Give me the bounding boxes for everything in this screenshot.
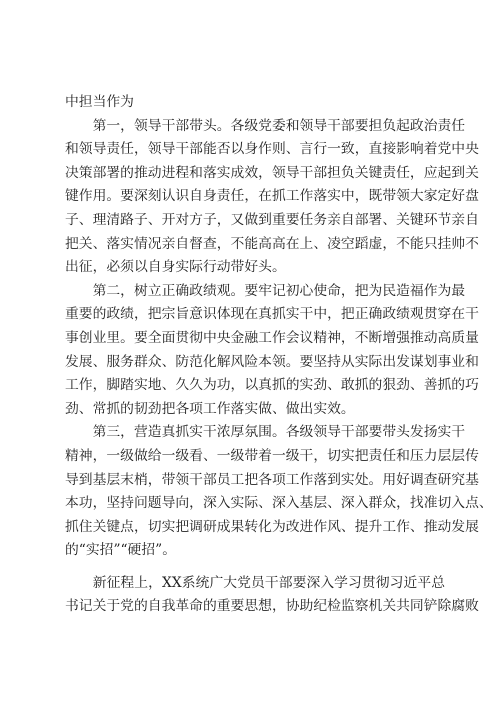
text-line: 工作，脚踏实地、久久为功，以真抓的实劲、敢抓的狠劲、善抓的巧	[65, 377, 479, 394]
text-line: 本功，坚持问题导向，深入实际、深入基层、深入群众，找准切入点、	[65, 495, 493, 512]
text-line: 第三，营造真抓实干浓厚氛围。各级领导干部要带头发扬实干	[65, 424, 466, 441]
text-line: 重要的政绩，把宗旨意识体现在真抓实干中，把正确政绩观贯穿在干	[65, 306, 479, 323]
text-line: 第一，领导干部带头。各级党委和领导干部要担负起政治责任	[65, 117, 466, 134]
text-line: 的“实招”“硬招”。	[65, 542, 176, 559]
text-line: 劲、常抓的韧劲把各项工作落实做、做出实效。	[65, 400, 355, 417]
text-line: 发展、服务群众、防范化解风险本领。要坚持从实际出发谋划事业和	[65, 353, 479, 370]
text-line: 出征，必须以自身实际行动带好头。	[65, 259, 286, 276]
text-line: 中担当作为	[65, 94, 134, 110]
text-line: 和领导责任，领导干部能否以身作则、言行一致，直接影响着党中央	[65, 141, 479, 158]
text-line: 抓住关键点，切实把调研成果转化为改进作风、提升工作、推动发展	[65, 518, 479, 535]
text-line: 第二，树立正确政绩观。要牢记初心使命，把为民造福作为最	[65, 282, 466, 299]
text-line: 新征程上，XX系统广大党员干部要深入学习贯彻习近平总	[65, 574, 445, 591]
text-line: 书记关于党的自我革命的重要思想，协助纪检监察机关共同铲除腐败	[65, 598, 479, 615]
text-line: 子、理清路子、开对方子，又做到重要任务亲自部署、关键环节亲自	[65, 211, 479, 228]
text-line: 精神，一级做给一级看、一级带着一级干，切实把责任和压力层层传	[65, 447, 479, 464]
text-line: 事创业里。要全面贯彻中央金融工作会议精神，不断增强推动高质量	[65, 329, 479, 346]
text-line: 导到基层末梢，带领干部员工把各项工作落到实处。用好调查研究基	[65, 471, 479, 488]
text-line: 决策部署的推动进程和落实成效，领导干部担负关键责任，应起到关	[65, 164, 479, 181]
body-text	[65, 91, 493, 619]
paragraph-gap	[65, 563, 445, 572]
text-line: 把关、落实情况亲自督查，不能高高在上、凌空蹈虚，不能只挂帅不	[65, 235, 479, 252]
text-line: 键作用。要深刻认识自身责任，在抓工作落实中，既带领大家定好盘	[65, 188, 479, 205]
